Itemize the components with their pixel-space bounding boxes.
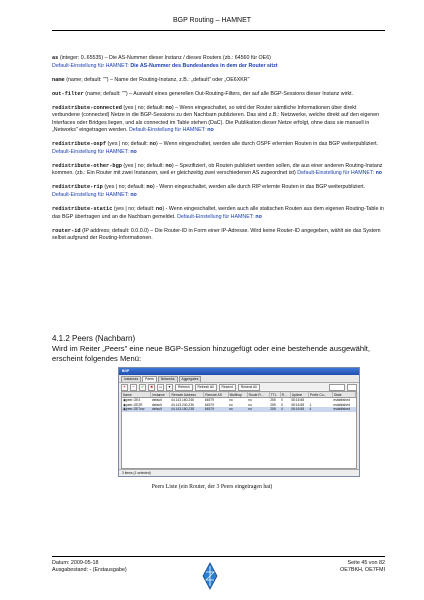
enable-icon[interactable]: ✔ <box>139 384 146 391</box>
tab-networks[interactable]: Networks <box>158 376 178 382</box>
tab-instances[interactable]: Instances <box>121 376 141 382</box>
cell-state: established <box>333 407 351 412</box>
default-value: no <box>375 170 383 177</box>
cell-remote-as: 64579 <box>204 402 214 407</box>
cell-instance: default <box>151 407 162 412</box>
default-prefix: Default-Einstellung für HAMNET: <box>52 192 131 199</box>
cell-ttl: 255 <box>270 407 276 412</box>
default-prefix: Default-Einstellung für HAMNET: <box>128 127 208 134</box>
cell-state: established <box>333 402 351 407</box>
filter-icon[interactable]: ▼ <box>167 385 172 389</box>
cell-name <box>122 407 151 412</box>
cell-r: 4 <box>281 407 283 412</box>
default-prefix: Default-Einstellung für HAMNET: <box>52 148 131 155</box>
cell-ttl: 255 <box>270 402 276 407</box>
cell-prefix-count: 4 <box>309 407 312 412</box>
default-no: no <box>155 206 163 213</box>
param-as <box>52 55 385 70</box>
cell-route-reflect: no <box>248 398 252 403</box>
tab-aggregates[interactable]: Aggregates <box>179 376 202 382</box>
cell-uptime: 08:16:58 <box>291 402 305 407</box>
param-name: redistribute-rip <box>52 184 103 191</box>
param-name: redistribute-static <box>52 206 113 213</box>
col-remote-as[interactable]: Remote AS <box>204 392 228 398</box>
default-no: no <box>146 184 153 191</box>
param-name: name <box>52 76 65 83</box>
col-state[interactable]: State <box>332 392 355 398</box>
parameter-list <box>52 55 385 249</box>
default-prefix: Default-Einstellung für HAMNET: <box>52 62 131 69</box>
param-redistribute-static <box>52 206 385 221</box>
param-desc: ) - Wenn eingeschaltet, werden auch alle statischen Routen aus dem eigenen Routing-Table in das BGP übertragen und an die Nachbarn gemeldet. <box>52 206 384 220</box>
comment-icon[interactable]: ▭ <box>158 385 163 389</box>
footer-left <box>52 560 127 574</box>
peers-table <box>121 391 357 469</box>
param-desc: (yes | no; default: <box>102 184 147 191</box>
cell-remote-as: 64579 <box>204 398 214 403</box>
cell-state: established <box>333 398 351 403</box>
remove-icon[interactable]: − <box>130 384 137 391</box>
peer-icon: ◉ <box>123 398 126 403</box>
param-desc: (yes | no; default: <box>121 104 166 111</box>
param-name-entry <box>52 77 385 85</box>
find-dropdown[interactable] <box>347 384 357 391</box>
window-tabs <box>119 375 359 382</box>
find-input[interactable] <box>329 384 345 391</box>
window-titlebar: BGP <box>119 368 359 375</box>
param-name: redistribute-ospf <box>52 141 107 148</box>
refresh-all-button[interactable]: Refresh All <box>195 384 217 391</box>
param-desc: (name; default: "") – Name der Routing-Instanz, z.B.: „default" oder „OE6XKR" <box>64 76 250 83</box>
col-instance[interactable]: Instance <box>151 392 170 398</box>
param-redistribute-ospf <box>52 141 385 156</box>
disable-icon[interactable]: ✖ <box>148 384 155 391</box>
param-name: out-filter <box>52 90 84 97</box>
cell-remote-address: 44.143.240.236 <box>170 402 194 407</box>
cell-multihop: no <box>229 398 233 403</box>
resend-button[interactable]: Resend <box>219 384 236 391</box>
logo-icon <box>200 562 220 590</box>
col-name[interactable]: Name <box>122 392 151 398</box>
cell-remote-address: 44.143.160.246 <box>170 398 194 403</box>
section-heading: 4.1.2 Peers (Nachbarn) <box>52 334 136 343</box>
refresh-button[interactable]: Refresh <box>175 384 193 391</box>
param-name: redistribute-other-bgp <box>52 162 122 169</box>
param-desc: (IP address; default: 0.0.0.0) – Die Router-ID in Form einer IP-Adresse. Wird keine Router-ID angegeben, wählt sie das System selbst aufgrund der Routing-Informationen. <box>52 227 381 242</box>
col-uptime[interactable]: Uptime <box>290 392 308 398</box>
cell-instance: default <box>151 402 162 407</box>
cell-route-reflect: no <box>248 402 252 407</box>
default-value: no <box>255 213 262 220</box>
header-rule <box>52 30 385 31</box>
cell-uptime: 08:16:58 <box>291 407 305 412</box>
header-title: BGP Routing – HAMNET <box>172 17 252 24</box>
peer-icon: ◉ <box>123 407 126 412</box>
param-desc: (yes | no; default: <box>106 141 150 148</box>
footer-rule <box>52 556 385 557</box>
window-statusbar: 3 items (1 selected) <box>119 469 359 476</box>
default-no: no <box>149 141 157 148</box>
col-ttl[interactable]: TTL <box>269 392 280 398</box>
table-row-selected[interactable] <box>122 407 356 412</box>
param-desc: (integer: 0..65535) – Die AS-Nummer dieser Instanz / dieses Routers (zb.: 64560 für OE6) <box>58 55 271 61</box>
param-desc: ) – Wenn eingeschaltet, so wird der Router sämtliche Informationen über direkt verbundene (connected) Netze in die BGP-Sessions zu den Nachbarn publizieren. Das sind z.B.: Netzwerke, welche direkt auf den eigenen Interfaces oder Bridges liegen, und als connected im Table stehen (DaC). Die Publikation dieser Netze erfolgt, ohne dass sie manuell in „Networks" eingetragen werden. <box>52 104 380 134</box>
col-r[interactable]: R... <box>280 392 290 398</box>
col-route-reflect[interactable]: Route R... <box>247 392 269 398</box>
bgp-window-screenshot <box>118 367 360 477</box>
cell-ttl: 255 <box>270 398 276 403</box>
cell-multihop: no <box>229 407 233 412</box>
cell-r: 0 <box>281 402 283 407</box>
default-value: no <box>207 127 214 134</box>
default-no: no <box>165 104 172 111</box>
param-desc: (name; default: "") – Auswahl eines generellen Out-Routing-Filters, der auf alle BGP-Sessions dieser Instanz wirkt. <box>83 90 354 97</box>
param-name: as <box>52 55 59 61</box>
peer-icon: ◉ <box>123 402 126 407</box>
cell-text: peer-OE4 <box>125 398 141 403</box>
cell-text: peer-OE2R <box>125 402 143 407</box>
cell-r: 0 <box>281 398 283 403</box>
figure-caption: Peers Liste (ein Router, der 3 Peers eingetragen hat) <box>151 484 273 490</box>
default-no: no <box>165 162 172 169</box>
param-name: redistribute-connected <box>52 104 122 111</box>
default-value: no <box>130 192 137 199</box>
footer-date: Datum: 2009-05-18 <box>52 560 99 566</box>
param-redistribute-other-bgp <box>52 163 385 178</box>
cell-multihop: no <box>229 402 233 407</box>
tab-peers[interactable]: Peers <box>142 376 157 382</box>
col-remote-address[interactable]: Remote Address <box>170 392 204 398</box>
cell-text: peer-OE7nw <box>125 407 145 412</box>
resend-all-button[interactable]: Resend All <box>238 384 260 391</box>
param-redistribute-connected <box>52 105 385 135</box>
footer-right <box>340 560 385 574</box>
col-prefix-count[interactable]: Prefix Co... <box>309 392 333 398</box>
find-area <box>329 384 357 391</box>
param-desc: ) – Spezifiziert, ob Routen publiziert werden sollen, die aus einer anderen Routing-Instanz kommen. (zb.: Ein Router mit zwei Instanzen, weil er gleichzeitig zwei verschiedenen AS zugeordnet ist) <box>52 162 383 177</box>
param-desc: (yes | no; default: <box>112 206 156 213</box>
default-value: Die AS-Nummer des Bundeslandes in dem der Router sitzt <box>130 62 278 69</box>
cell-route-reflect: no <box>248 407 252 412</box>
param-out-filter <box>52 91 385 99</box>
col-multihop[interactable]: Multihop <box>228 392 247 398</box>
default-prefix: Default-Einstellung für HAMNET: <box>297 170 376 177</box>
section-text: Wird im Reiter „Peers" eine neue BGP-Session hinzugefügt oder eine bestehende ausgewählt, erscheint folgendes Menü: <box>52 344 371 364</box>
add-icon[interactable]: + <box>121 384 128 391</box>
cell-remote-as: 64579 <box>204 407 214 412</box>
footer-ausgabe: Ausgabestand: - (Erstausgabe) <box>52 567 127 573</box>
param-desc: (yes | no; default: <box>121 162 166 169</box>
default-value: no <box>130 148 137 155</box>
footer-authors: OE7BKH, OE7FMI <box>340 567 385 573</box>
cell-remote-address: 44.143.160.238 <box>170 407 194 412</box>
param-desc: ) - Wenn eingeschaltet, werden alle durch RIP erlernte Routen in das BGP weiterpubliziert. <box>152 184 366 191</box>
cell-instance: default <box>151 398 162 403</box>
param-name: router-id <box>52 227 81 234</box>
param-redistribute-rip <box>52 184 385 199</box>
param-router-id <box>52 228 385 243</box>
param-desc: ) – Wenn eingeschaltet, werden alle durch OSPF erlernten Routen in das BGP weiterpubliziert. <box>156 141 379 148</box>
footer-page: Seite 45 von 82 <box>347 560 385 566</box>
cell-uptime: 08:16:58 <box>291 398 305 403</box>
cell-prefix-count: 1 <box>309 402 312 407</box>
default-prefix: Default-Einstellung für HAMNET: <box>177 213 256 220</box>
